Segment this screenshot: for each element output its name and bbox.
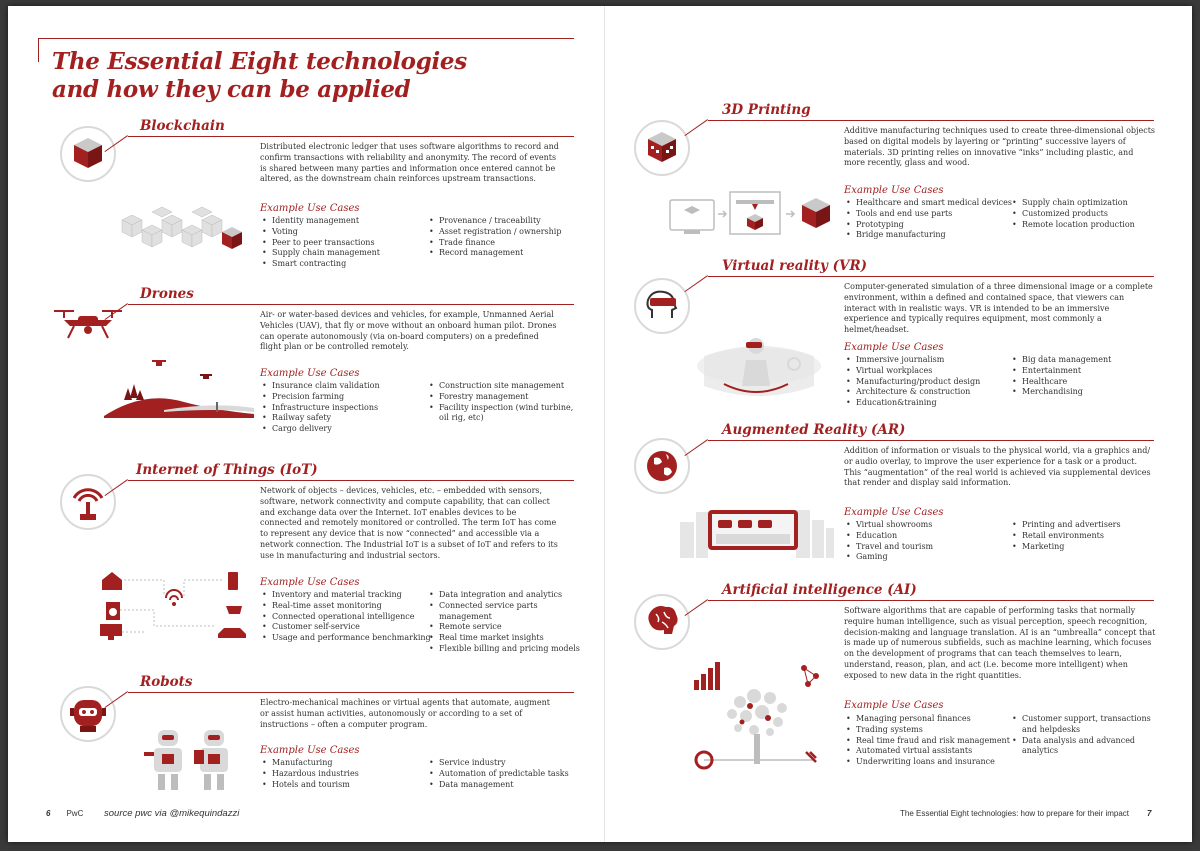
use-case-item: • Provenance / traceability — [429, 216, 579, 227]
use-case-item: • Voting — [262, 227, 427, 238]
title-line-2: and how they can be applied — [52, 76, 411, 103]
drones-description: Air- or water-based devices and vehicles, for example, Unmanned Aerial Vehicles (UAV), that fly or move without an onboard human pilot. Drones can operate autonomously (via on-board computers) on a predefined flight plan or be controlled remotely. — [260, 310, 557, 352]
iot-rule — [128, 480, 574, 481]
iot-use-cases-heading: Example Use Cases — [260, 577, 360, 588]
use-case-item: • Real time market insights — [429, 633, 589, 644]
blockchain-description: Distributed electronic ledger that uses software algorithms to record and confirm transactions with reliability and anonymity. The record of events is shared between many parties and information once entered cannot be altered, as the downstream chain reinforces upstream transactions. — [260, 142, 559, 184]
use-case-item: • Customized products — [1012, 209, 1162, 220]
use-case-item: • Healthcare and smart medical devices — [846, 198, 1016, 209]
robots-description: Electro-mechanical machines or virtual agents that automate, augment or assist human activities, autonomously or according to a set of instructions – often a computer program. — [260, 698, 550, 729]
use-case-item: • Identity management — [262, 216, 427, 227]
use-case-item: • Travel and tourism — [846, 542, 1016, 553]
ar-description: Addition of information or visuals to the physical world, via a graphics and/ or audio overlay, to improve the user experience for a task or a product. This “augmentation” of the real world is achieved via supplemental devices that render and display said information. — [844, 446, 1151, 488]
use-case-item: • Prototyping — [846, 220, 1016, 231]
brain-icon — [634, 594, 690, 650]
use-case-item: • Customer self-service — [262, 622, 432, 633]
document-spread — [8, 6, 1192, 842]
use-case-item: • Data analysis and advanced analytics — [1012, 736, 1162, 758]
blockchain-rule — [128, 136, 574, 137]
page-fold — [604, 6, 605, 842]
footer-right — [900, 809, 1151, 818]
3d-printing-title: 3D Printing — [722, 102, 811, 118]
right-page-number: 7 — [1147, 809, 1152, 818]
use-case-item: • Railway safety — [262, 413, 427, 424]
use-case-item: • Automation of predictable tasks — [429, 769, 579, 780]
use-case-item: • Marketing — [1012, 542, 1162, 553]
robots-use-cases-heading: Example Use Cases — [260, 745, 360, 756]
use-case-item: • Education&training — [846, 398, 1016, 409]
use-case-item: • Flexible billing and pricing models — [429, 644, 589, 655]
3d-printing-process-illustration-icon — [668, 186, 838, 238]
use-case-item: • Healthcare — [1012, 377, 1162, 388]
use-case-item: • Education — [846, 531, 1016, 542]
ai-description: Software algorithms that are capable of performing tasks that normally require human intelligence, such as visual perception, speech recognition, decision-making and language translation. AI is an “umbrealla” concept that is made up of numerous subfields, such as machine learning, which focuses on the development of programs that can teach themselves to learn, understand, reason, plan, and act (i.e. become more intelligent) when exposed to new data in the right quantities. — [844, 606, 1156, 680]
ar-use-cases-col1 — [846, 520, 1016, 563]
ai-rule — [708, 600, 1154, 601]
use-case-item: • Hotels and tourism — [262, 780, 427, 791]
use-case-item: • Infrastructure inspections — [262, 403, 427, 414]
vr-user-illustration-icon — [694, 326, 824, 406]
blockchain-title: Blockchain — [140, 118, 225, 134]
vr-use-cases-col1 — [846, 355, 1016, 409]
use-case-item: • Peer to peer transactions — [262, 238, 427, 249]
use-case-item: • Data integration and analytics — [429, 590, 589, 601]
ai-use-cases-heading: Example Use Cases — [844, 700, 944, 711]
use-case-item: • Underwriting loans and insurance — [846, 757, 1018, 768]
drones-title: Drones — [140, 286, 194, 302]
vr-title: Virtual reality (VR) — [722, 258, 868, 274]
title-line-1: The Essential Eight technologies — [52, 48, 467, 75]
robots-rule — [128, 692, 574, 693]
printed-cube-icon — [634, 120, 690, 176]
robots-use-cases-col2 — [429, 758, 579, 790]
use-case-item: • Construction site management — [429, 381, 574, 392]
use-case-item: • Remote service — [429, 622, 589, 633]
use-case-item: • Connected operational intelligence — [262, 612, 432, 623]
3d-printing-use-cases-col2 — [1012, 198, 1162, 230]
use-case-item: • Automated virtual assistants — [846, 746, 1018, 757]
ai-title: Artificial intelligence (AI) — [722, 582, 917, 598]
drones-use-cases-heading: Example Use Cases — [260, 368, 360, 379]
drones-use-cases-col1 — [262, 381, 427, 435]
use-case-item: • Trade finance — [429, 238, 579, 249]
vr-use-cases-heading: Example Use Cases — [844, 342, 944, 353]
use-case-item: • Virtual workplaces — [846, 366, 1016, 377]
use-case-item: • Data management — [429, 780, 579, 791]
blocks-chain-illustration-icon — [112, 202, 252, 252]
ai-use-cases-col1 — [846, 714, 1018, 768]
page-title — [52, 48, 467, 104]
ai-tree-illustration-icon — [684, 656, 834, 780]
use-case-item: • Big data management — [1012, 355, 1162, 366]
use-case-item: • Architecture & construction — [846, 387, 1016, 398]
wireless-joystick-icon — [60, 474, 116, 530]
use-case-item: • Remote location production — [1012, 220, 1162, 231]
use-case-item: • Facility inspection (wind turbine, oil rig, etc) — [429, 403, 574, 425]
use-case-item: • Real-time asset monitoring — [262, 601, 432, 612]
use-case-item: • Asset registration / ownership — [429, 227, 579, 238]
use-case-item: • Inventory and material tracking — [262, 590, 432, 601]
use-case-item: • Insurance claim validation — [262, 381, 427, 392]
ai-use-cases-col2 — [1012, 714, 1162, 757]
ar-rule — [708, 440, 1154, 441]
iot-use-cases-col1 — [262, 590, 432, 644]
3d-printing-use-cases-heading: Example Use Cases — [844, 185, 944, 196]
footer-left — [46, 809, 83, 818]
use-case-item: • Managing personal finances — [846, 714, 1018, 725]
ar-city-tablet-illustration-icon — [676, 500, 836, 558]
use-case-item: • Customer support, transactions and helpdesks — [1012, 714, 1162, 736]
use-case-item: • Bridge manufacturing — [846, 230, 1016, 241]
drones-use-cases-col2 — [429, 381, 574, 424]
connected-devices-illustration-icon — [94, 566, 254, 646]
use-case-item: • Supply chain optimization — [1012, 198, 1162, 209]
vr-rule — [708, 276, 1154, 277]
use-case-item: • Printing and advertisers — [1012, 520, 1162, 531]
use-case-item: • Service industry — [429, 758, 579, 769]
use-case-item: • Cargo delivery — [262, 424, 427, 435]
vr-use-cases-col2 — [1012, 355, 1162, 398]
use-case-item: • Immersive journalism — [846, 355, 1016, 366]
use-case-item: • Precision farming — [262, 392, 427, 403]
use-case-item: • Tools and end use parts — [846, 209, 1016, 220]
use-case-item: • Connected service parts management — [429, 601, 589, 623]
title-rule — [38, 38, 574, 39]
blockchain-use-cases-col1 — [262, 216, 427, 270]
robots-use-cases-col1 — [262, 758, 427, 790]
3d-printing-rule — [708, 120, 1154, 121]
robots-title: Robots — [140, 674, 193, 690]
use-case-item: • Forestry management — [429, 392, 574, 403]
use-case-item: • Merchandising — [1012, 387, 1162, 398]
robot-head-icon — [60, 686, 116, 742]
left-page-number: 6 — [46, 809, 51, 818]
use-case-item: • Hazardous industries — [262, 769, 427, 780]
brand-label: PwC — [66, 809, 84, 818]
robots-illustration-icon — [138, 726, 248, 796]
3d-printing-description: Additive manufacturing techniques used to create three-dimensional objects based on digital models by layering or “printing” successive layers of materials. 3D printing relies on innovative “inks” including plastic, and more recently, glass and wood. — [844, 126, 1156, 168]
source-credit: source pwc via @mikequindazzi — [104, 808, 240, 819]
use-case-item: • Smart contracting — [262, 259, 427, 270]
ar-title: Augmented Reality (AR) — [722, 422, 906, 438]
use-case-item: • Record management — [429, 248, 579, 259]
drones-rule — [128, 304, 574, 305]
use-case-item: • Usage and performance benchmarking — [262, 633, 432, 644]
3d-printing-use-cases-col1 — [846, 198, 1016, 241]
footer-right-text: The Essential Eight technologies: how to prepare for their impact — [900, 809, 1130, 818]
use-case-item: • Real time fraud and risk management — [846, 736, 1018, 747]
blockchain-use-cases-heading: Example Use Cases — [260, 203, 360, 214]
iot-title: Internet of Things (IoT) — [136, 462, 318, 478]
globe-icon — [634, 438, 690, 494]
use-case-item: • Entertainment — [1012, 366, 1162, 377]
use-case-item: • Virtual showrooms — [846, 520, 1016, 531]
landscape-drones-illustration-icon — [104, 350, 254, 418]
cube-icon — [60, 126, 116, 182]
use-case-item: • Supply chain management — [262, 248, 427, 259]
ar-use-cases-col2 — [1012, 520, 1162, 552]
vr-headset-icon — [634, 278, 690, 334]
use-case-item: • Trading systems — [846, 725, 1018, 736]
drone-icon — [50, 302, 126, 346]
iot-use-cases-col2 — [429, 590, 589, 655]
use-case-item: • Manufacturing/product design — [846, 377, 1016, 388]
use-case-item: • Gaming — [846, 552, 1016, 563]
iot-description: Network of objects – devices, vehicles, etc. – embedded with sensors, software, network connectivity and compute capability, that can collect and exchange data over the Internet. IoT enables devices to be connected and remotely monitored or controlled. The term IoT has come to represent any device that is now “connected” and accessible via a network connection. The Industrial IoT is a subset of IoT and refers to its use in manufacturing and industrial sectors. — [260, 486, 558, 560]
vr-description: Computer-generated simulation of a three dimensional image or a complete environment, within a defined and contained space, that viewers can interact with in realistic ways. VR is intended to be an immersive experience and typically requires equipment, most commonly a helmet/headset. — [844, 282, 1153, 335]
use-case-item: • Manufacturing — [262, 758, 427, 769]
blockchain-use-cases-col2 — [429, 216, 579, 259]
use-case-item: • Retail environments — [1012, 531, 1162, 542]
ar-use-cases-heading: Example Use Cases — [844, 507, 944, 518]
